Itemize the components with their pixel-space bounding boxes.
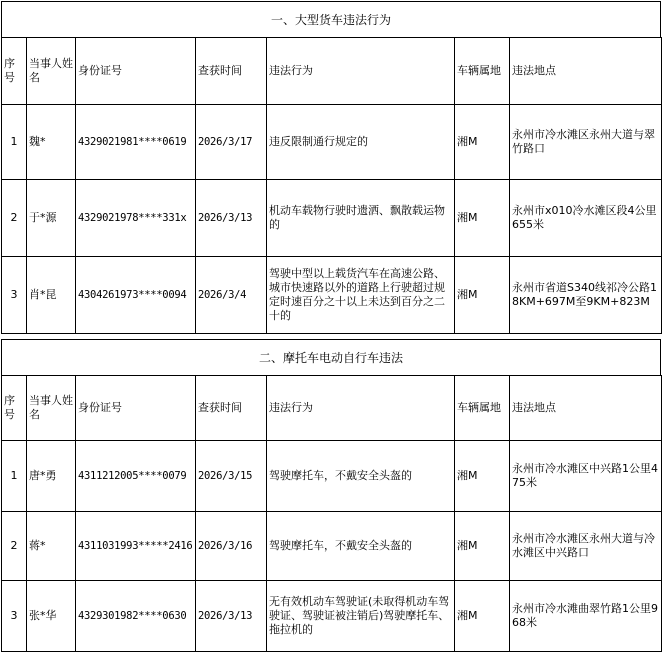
- cell-name: 张*华: [27, 581, 76, 652]
- header-plate-region: 车辆属地: [455, 376, 510, 441]
- section-motorcycles: [1, 339, 661, 652]
- section-large-trucks: [1, 1, 661, 334]
- cell-location: 永州市冷水滩曲翠竹路1公里968米: [510, 581, 662, 652]
- cell-violation: 驾驶中型以上载货汽车在高速公路、城市快速路以外的道路上行驶超过规定时速百分之十以上未达到百分之二十的: [267, 257, 455, 334]
- cell-index: 3: [2, 257, 27, 334]
- cell-date: 2026/3/13: [196, 581, 267, 652]
- cell-id-number: 4329021981****0619: [76, 105, 196, 180]
- cell-plate-region: 湘M: [455, 512, 510, 581]
- cell-plate-region: 湘M: [455, 581, 510, 652]
- cell-plate-region: 湘M: [455, 441, 510, 512]
- cell-violation: 无有效机动车驾驶证(未取得机动车驾驶证、驾驶证被注销后)驾驶摩托车、拖拉机的: [267, 581, 455, 652]
- header-date: 查获时间: [196, 376, 267, 441]
- cell-date: 2026/3/15: [196, 441, 267, 512]
- cell-id-number: 4329301982****0630: [76, 581, 196, 652]
- section-title: 二、摩托车电动自行车违法: [1, 339, 661, 375]
- cell-plate-region: 湘M: [455, 105, 510, 180]
- table-header-row: [2, 376, 662, 441]
- cell-name: 魏*: [27, 105, 76, 180]
- header-violation: 违法行为: [267, 38, 455, 105]
- violations-table: [1, 375, 662, 652]
- cell-index: 1: [2, 441, 27, 512]
- header-id-number: 身份证号: [76, 376, 196, 441]
- cell-violation: 驾驶摩托车，不戴安全头盔的: [267, 441, 455, 512]
- cell-violation: 驾驶摩托车，不戴安全头盔的: [267, 512, 455, 581]
- cell-index: 3: [2, 581, 27, 652]
- cell-date: 2026/3/16: [196, 512, 267, 581]
- cell-plate-region: 湘M: [455, 180, 510, 257]
- table-row: [2, 581, 662, 652]
- table-row: [2, 105, 662, 180]
- table-row: [2, 180, 662, 257]
- header-index: 序号: [2, 376, 27, 441]
- cell-name: 肖*昆: [27, 257, 76, 334]
- header-name: 当事人姓名: [27, 376, 76, 441]
- header-plate-region: 车辆属地: [455, 38, 510, 105]
- cell-location: 永州市冷水滩区永州大道与冷水滩区中兴路口: [510, 512, 662, 581]
- cell-violation: 违反限制通行规定的: [267, 105, 455, 180]
- header-index: 序号: [2, 38, 27, 105]
- cell-date: 2026/3/13: [196, 180, 267, 257]
- cell-violation: 机动车载物行驶时遗洒、飘散载运物的: [267, 180, 455, 257]
- cell-location: 永州市省道S340线祁冷公路18KM+697M至9KM+823M: [510, 257, 662, 334]
- cell-id-number: 4311031993*****2416: [76, 512, 196, 581]
- table-row: [2, 257, 662, 334]
- cell-location: 永州市冷水滩区永州大道与翠竹路口: [510, 105, 662, 180]
- cell-plate-region: 湘M: [455, 257, 510, 334]
- cell-index: 2: [2, 180, 27, 257]
- header-location: 违法地点: [510, 38, 662, 105]
- header-id-number: 身份证号: [76, 38, 196, 105]
- cell-id-number: 4311212005****0079: [76, 441, 196, 512]
- cell-date: 2026/3/17: [196, 105, 267, 180]
- cell-location: 永州市冷水滩区中兴路1公里475米: [510, 441, 662, 512]
- header-date: 查获时间: [196, 38, 267, 105]
- violations-table: [1, 37, 662, 334]
- cell-name: 于*源: [27, 180, 76, 257]
- cell-date: 2026/3/4: [196, 257, 267, 334]
- cell-index: 2: [2, 512, 27, 581]
- header-name: 当事人姓名: [27, 38, 76, 105]
- table-header-row: [2, 38, 662, 105]
- table-row: [2, 512, 662, 581]
- header-violation: 违法行为: [267, 376, 455, 441]
- cell-location: 永州市x010冷水滩区段4公里655米: [510, 180, 662, 257]
- cell-id-number: 4304261973****0094: [76, 257, 196, 334]
- cell-name: 蒋*: [27, 512, 76, 581]
- cell-name: 唐*勇: [27, 441, 76, 512]
- cell-id-number: 4329021978****331x: [76, 180, 196, 257]
- section-title: 一、大型货车违法行为: [1, 1, 661, 37]
- cell-index: 1: [2, 105, 27, 180]
- header-location: 违法地点: [510, 376, 662, 441]
- table-row: [2, 441, 662, 512]
